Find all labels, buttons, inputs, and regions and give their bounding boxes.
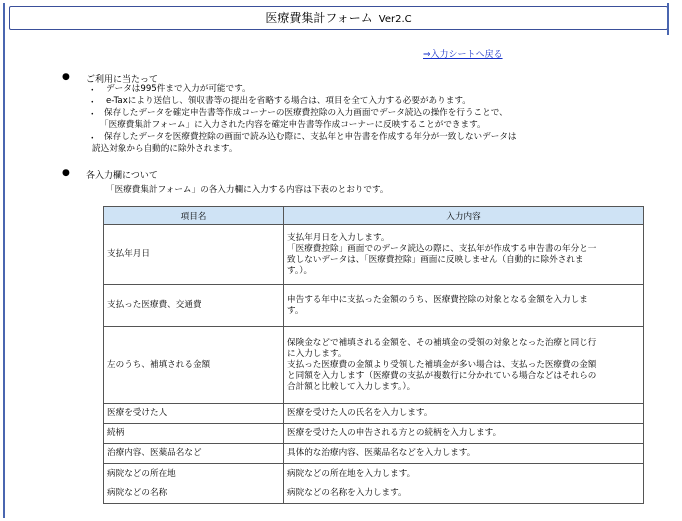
table-row — [104, 225, 644, 285]
list-dot: ・ — [88, 86, 97, 96]
list-dot: ・ — [88, 134, 97, 144]
row-item-content — [284, 327, 644, 404]
row-item-content: 医療を受けた人の申告される方との続柄を入力します。 — [284, 424, 644, 444]
row-item-content — [284, 464, 644, 504]
table-row — [104, 464, 644, 504]
content-line: 病院などの名称を入力します。 — [287, 487, 407, 498]
content-line: 支払年月日を入力します。 — [287, 232, 390, 243]
back-to-input-sheet-link[interactable]: ⇒入力シートへ戻る — [423, 50, 503, 60]
row-item-name: 続柄 — [104, 424, 284, 444]
row-item-name-line: 病院などの所在地 — [107, 468, 176, 479]
table-row — [104, 424, 644, 444]
page-title: 医療費集計フォーム — [265, 11, 373, 25]
row-item-name — [104, 464, 284, 504]
usage-note-3b: 「医療費集計フォーム」に入力された内容を確定申告書等作成コーナーに反映することができます。 — [100, 120, 486, 130]
row-item-content: 医療を受けた人の氏名を入力します。 — [284, 404, 644, 424]
row-item-name-line: 病院などの名称 — [107, 487, 168, 498]
row-item-name: 支払年月日 — [104, 225, 284, 285]
usage-note-3a: 保存したデータを確定申告書等作成コーナーの医療費控除の入力画面でデータ読込の操作を行うことで、 — [104, 108, 508, 118]
col-header-item: 項目名 — [104, 207, 284, 225]
section1-bullet: ● — [62, 72, 70, 82]
title-banner — [9, 6, 668, 30]
table-header-row — [104, 207, 644, 225]
row-item-name: 治療内容、医薬品名など — [104, 444, 284, 464]
frame-left-border — [3, 3, 5, 518]
row-item-content — [284, 285, 644, 327]
section1-heading: ご利用に当たって — [86, 75, 159, 85]
input-field-table — [103, 206, 644, 504]
content-line: す。）。 — [287, 265, 313, 276]
section2-bullet: ● — [62, 168, 70, 178]
list-dot: ・ — [88, 110, 97, 120]
content-line: 病院などの所在地を入力します。 — [287, 468, 416, 479]
content-line: と同額を入力します（医療費の支払が複数行に分かれている場合などはそれらの — [287, 370, 597, 381]
row-item-content: 具体的な治療内容、医薬品名などを入力します。 — [284, 444, 644, 464]
content-line: 合計額と比較して入力します。）。 — [287, 381, 416, 392]
row-item-name: 左のうち、補填される金額 — [104, 327, 284, 404]
content-line: 保険金などで補填される金額を、その補填金の受領の対象となった治療と同じ行 — [287, 337, 597, 348]
content-line: 申告する年中に支払った金額のうち、医療費控除の対象となる金額を入力しま — [287, 294, 588, 305]
frame-right-border — [667, 3, 669, 35]
usage-note-2: e-Taxにより送信し、領収書等の提出を省略する場合は、項目を全て入力する必要があります。 — [106, 96, 471, 106]
content-line: す。 — [287, 305, 304, 316]
content-line: 支払った医療費の金額より受領した補填金が多い場合は、支払った医療費の金額 — [287, 359, 597, 370]
row-item-name: 支払った医療費、交通費 — [104, 285, 284, 327]
table-row — [104, 327, 644, 404]
list-dot: ・ — [88, 98, 97, 108]
usage-note-1: データは995件まで入力が可能です。 — [106, 84, 251, 94]
row-item-content — [284, 225, 644, 285]
section2-intro: 「医療費集計フォーム」の各入力欄に入力する内容は下表のとおりです。 — [106, 185, 389, 195]
table-row — [104, 404, 644, 424]
col-header-content: 入力内容 — [284, 207, 644, 225]
usage-note-4b: 読込対象から自動的に除外されます。 — [92, 144, 238, 154]
usage-note-4a: 保存したデータを医療費控除の画面で読み込む際に、支払年と申告書を作成する年分が一致しないデータは — [104, 132, 517, 142]
table-row — [104, 444, 644, 464]
table-row — [104, 285, 644, 327]
version-label: Ver2.C — [378, 14, 412, 25]
section2-heading: 各入力欄について — [86, 171, 158, 181]
content-line: 致しないデータは、「医療費控除」画面に反映しません（自動的に除外されま — [287, 254, 584, 265]
row-item-name: 医療を受けた人 — [104, 404, 284, 424]
content-line: に入力します。 — [287, 348, 347, 359]
content-line: 「医療費控除」画面でのデータ読込の際に、支払年が作成する申告書の年分と一 — [287, 243, 597, 254]
